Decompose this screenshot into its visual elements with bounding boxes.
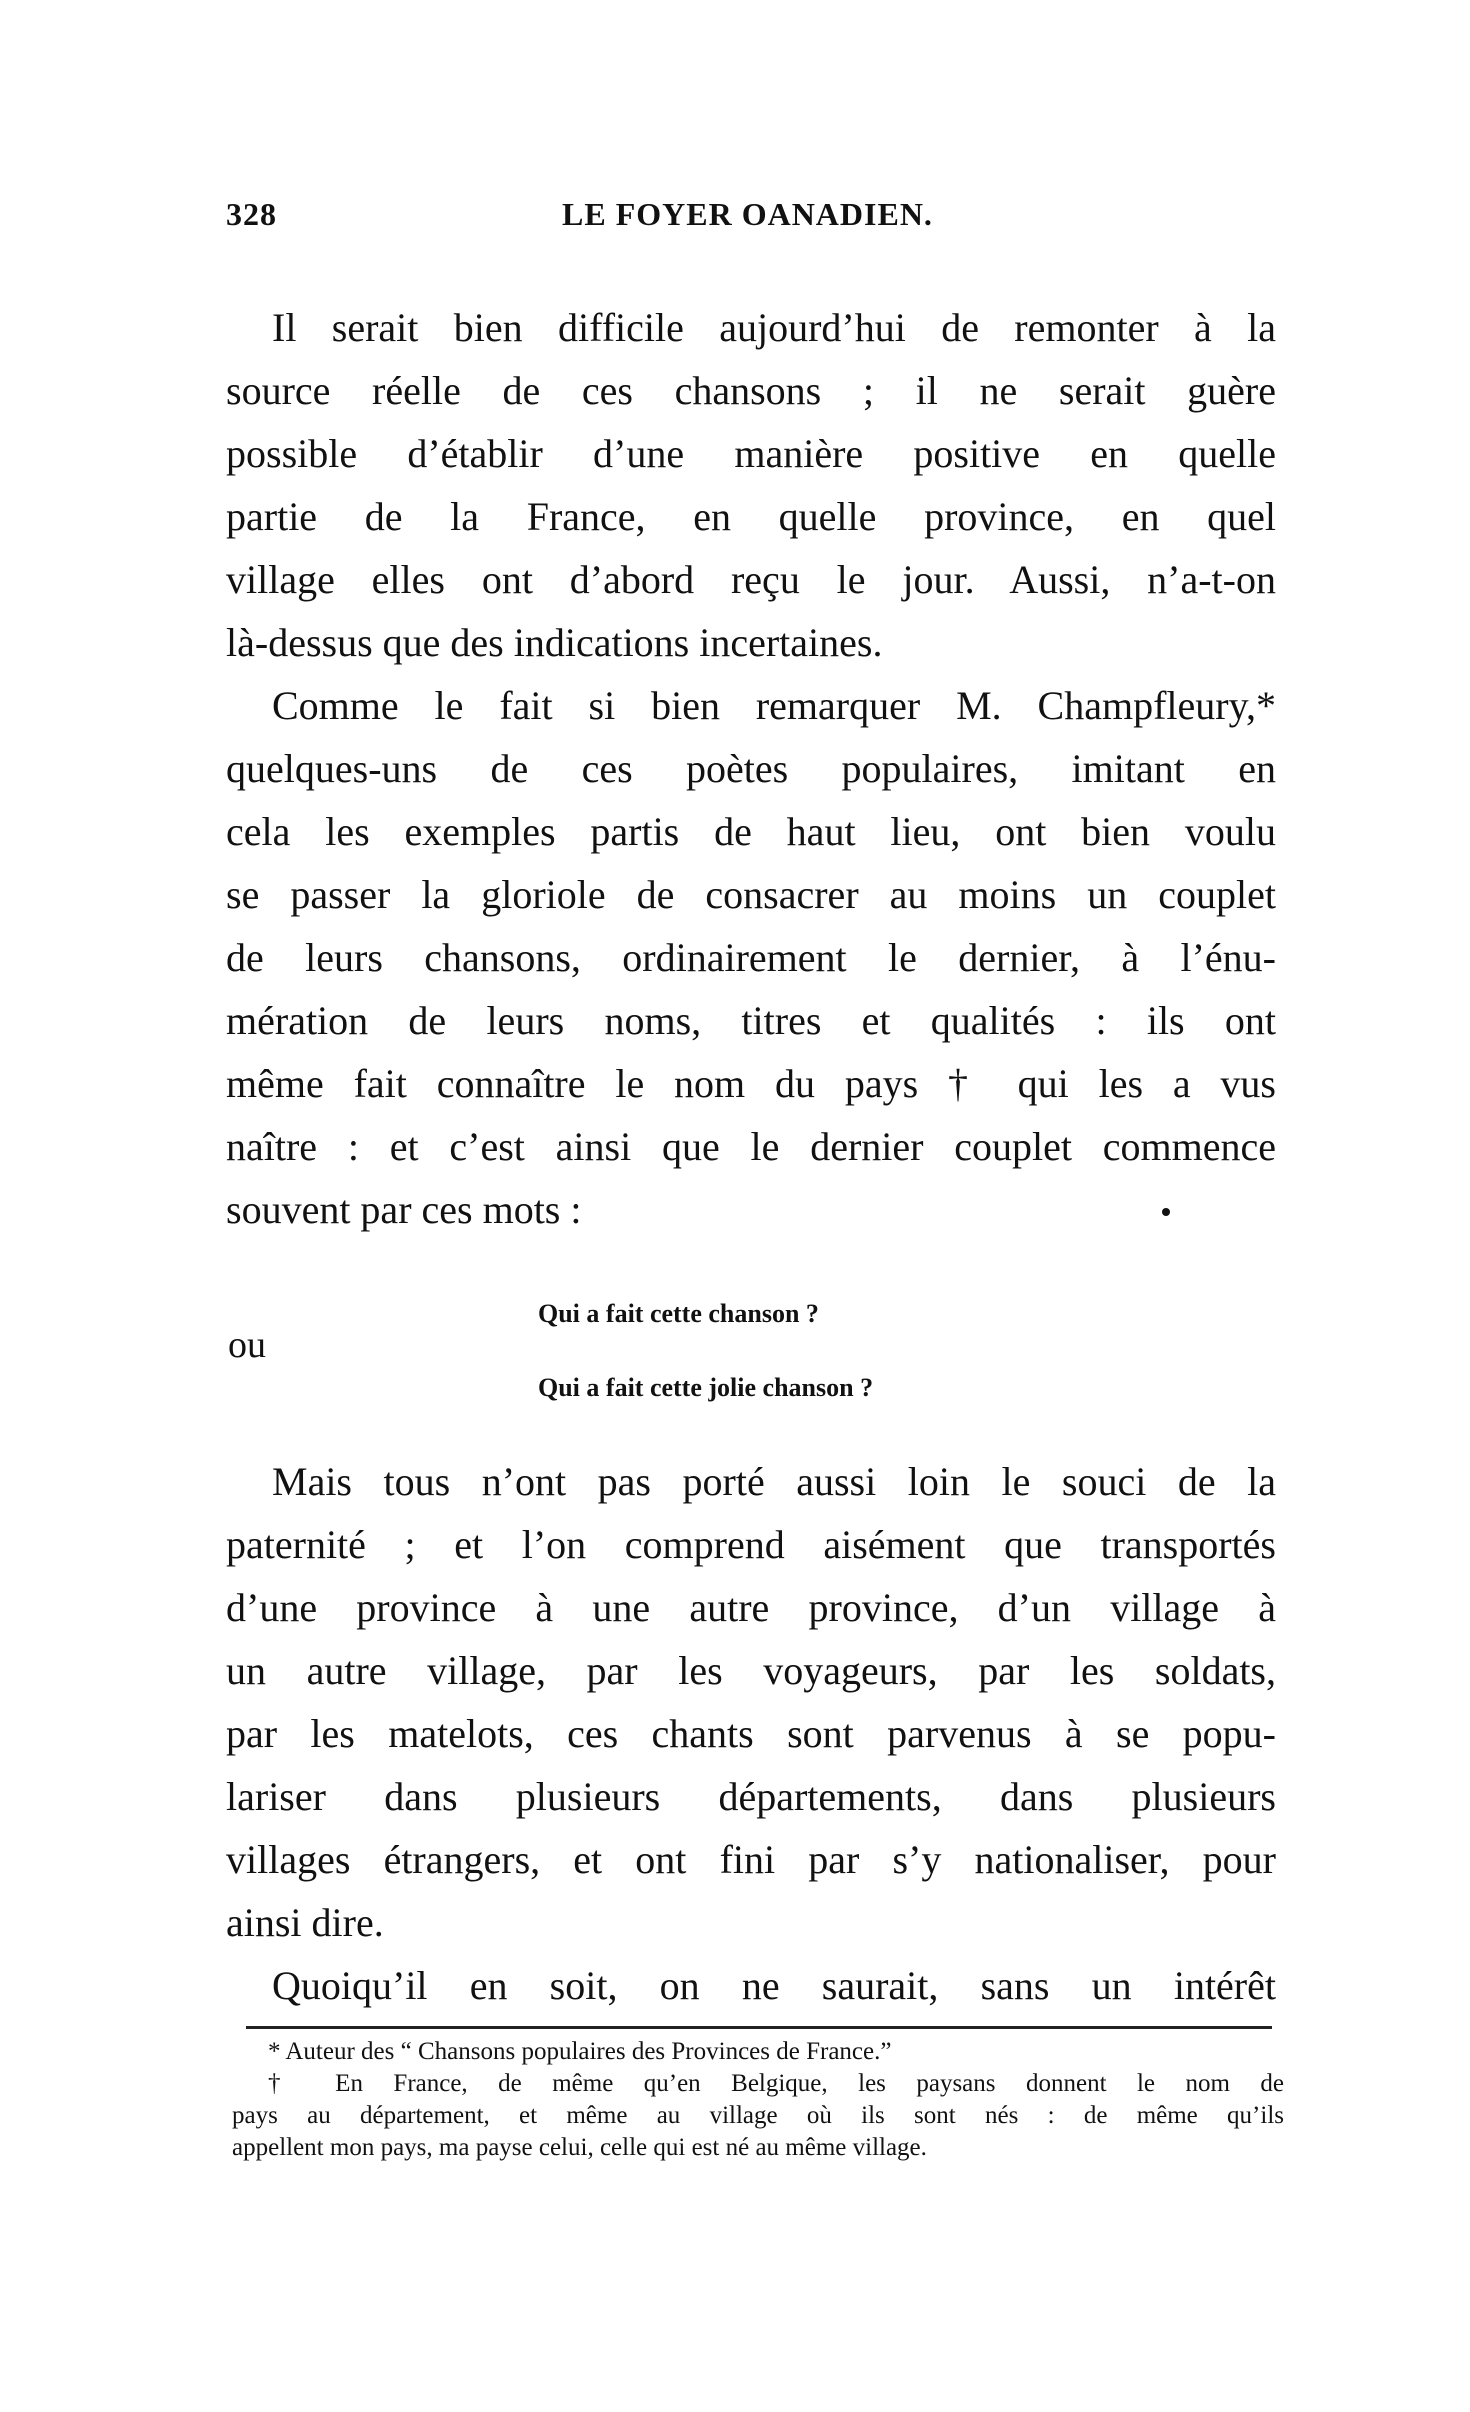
body-line: d’une province à une autre province, d’un village à	[226, 1585, 1276, 1630]
verse-quote: Qui a fait cette chanson ?	[538, 1299, 819, 1328]
body-line: Quoiqu’il en soit, on ne saurait, sans un intérêt	[272, 1963, 1276, 2008]
body-line: villages étrangers, et ont fini par s’y nationaliser, pour	[226, 1837, 1276, 1882]
body-line: lariser dans plusieurs départements, dans plusieurs	[226, 1774, 1276, 1819]
running-title: LE FOYER OANADIEN.	[562, 196, 933, 232]
body-line: cela les exemples partis de haut lieu, ont bien voulu	[226, 809, 1276, 854]
body-line: paternité ; et l’on comprend aisément que transportés	[226, 1522, 1276, 1567]
body-line: par les matelots, ces chants sont parvenus à se popu-	[226, 1711, 1276, 1756]
body-line: partie de la France, en quelle province, en quel	[226, 494, 1276, 539]
footnote-line: † En France, de même qu’en Belgique, les paysans donnent le nom de	[268, 2070, 1284, 2097]
verse-quote: Qui a fait cette jolie chanson ?	[538, 1373, 874, 1402]
footnote-line: * Auteur des “ Chansons populaires des Provinces de France.”	[268, 2038, 892, 2065]
body-line: Il serait bien difficile aujourd’hui de remonter à la	[272, 305, 1276, 350]
body-line: souvent par ces mots :	[226, 1187, 582, 1232]
body-line: village elles ont d’abord reçu le jour. Aussi, n’a-t-on	[226, 557, 1276, 602]
body-line: là-dessus que des indications incertaines.	[226, 620, 883, 665]
body-line: possible d’établir d’une manière positive en quelle	[226, 431, 1276, 476]
body-line: un autre village, par les voyageurs, par les soldats,	[226, 1648, 1276, 1693]
body-line: naître : et c’est ainsi que le dernier couplet commence	[226, 1124, 1276, 1169]
body-line: ainsi dire.	[226, 1900, 384, 1945]
body-line: quelques-uns de ces poètes populaires, imitant en	[226, 746, 1276, 791]
body-line: Comme le fait si bien remarquer M. Champfleury,*	[272, 683, 1276, 728]
print-speck	[1162, 1208, 1170, 1216]
conjunction-ou: ou	[228, 1324, 266, 1366]
body-line: source réelle de ces chansons ; il ne serait guère	[226, 368, 1276, 413]
footnote-line: appellent mon pays, ma payse celui, celle qui est né au même village.	[232, 2134, 927, 2161]
body-line: se passer la gloriole de consacrer au moins un couplet	[226, 872, 1276, 917]
footnote-rule	[246, 2026, 1272, 2029]
body-line: mération de leurs noms, titres et qualités : ils ont	[226, 998, 1276, 1043]
body-line: même fait connaître le nom du pays † qui les a vus	[226, 1061, 1276, 1106]
body-line: Mais tous n’ont pas porté aussi loin le souci de la	[272, 1459, 1276, 1504]
body-line: de leurs chansons, ordinairement le dernier, à l’énu-	[226, 935, 1276, 980]
page-number: 328	[226, 196, 277, 232]
footnote-line: pays au département, et même au village où ils sont nés : de même qu’ils	[232, 2102, 1284, 2129]
running-head	[226, 196, 986, 236]
